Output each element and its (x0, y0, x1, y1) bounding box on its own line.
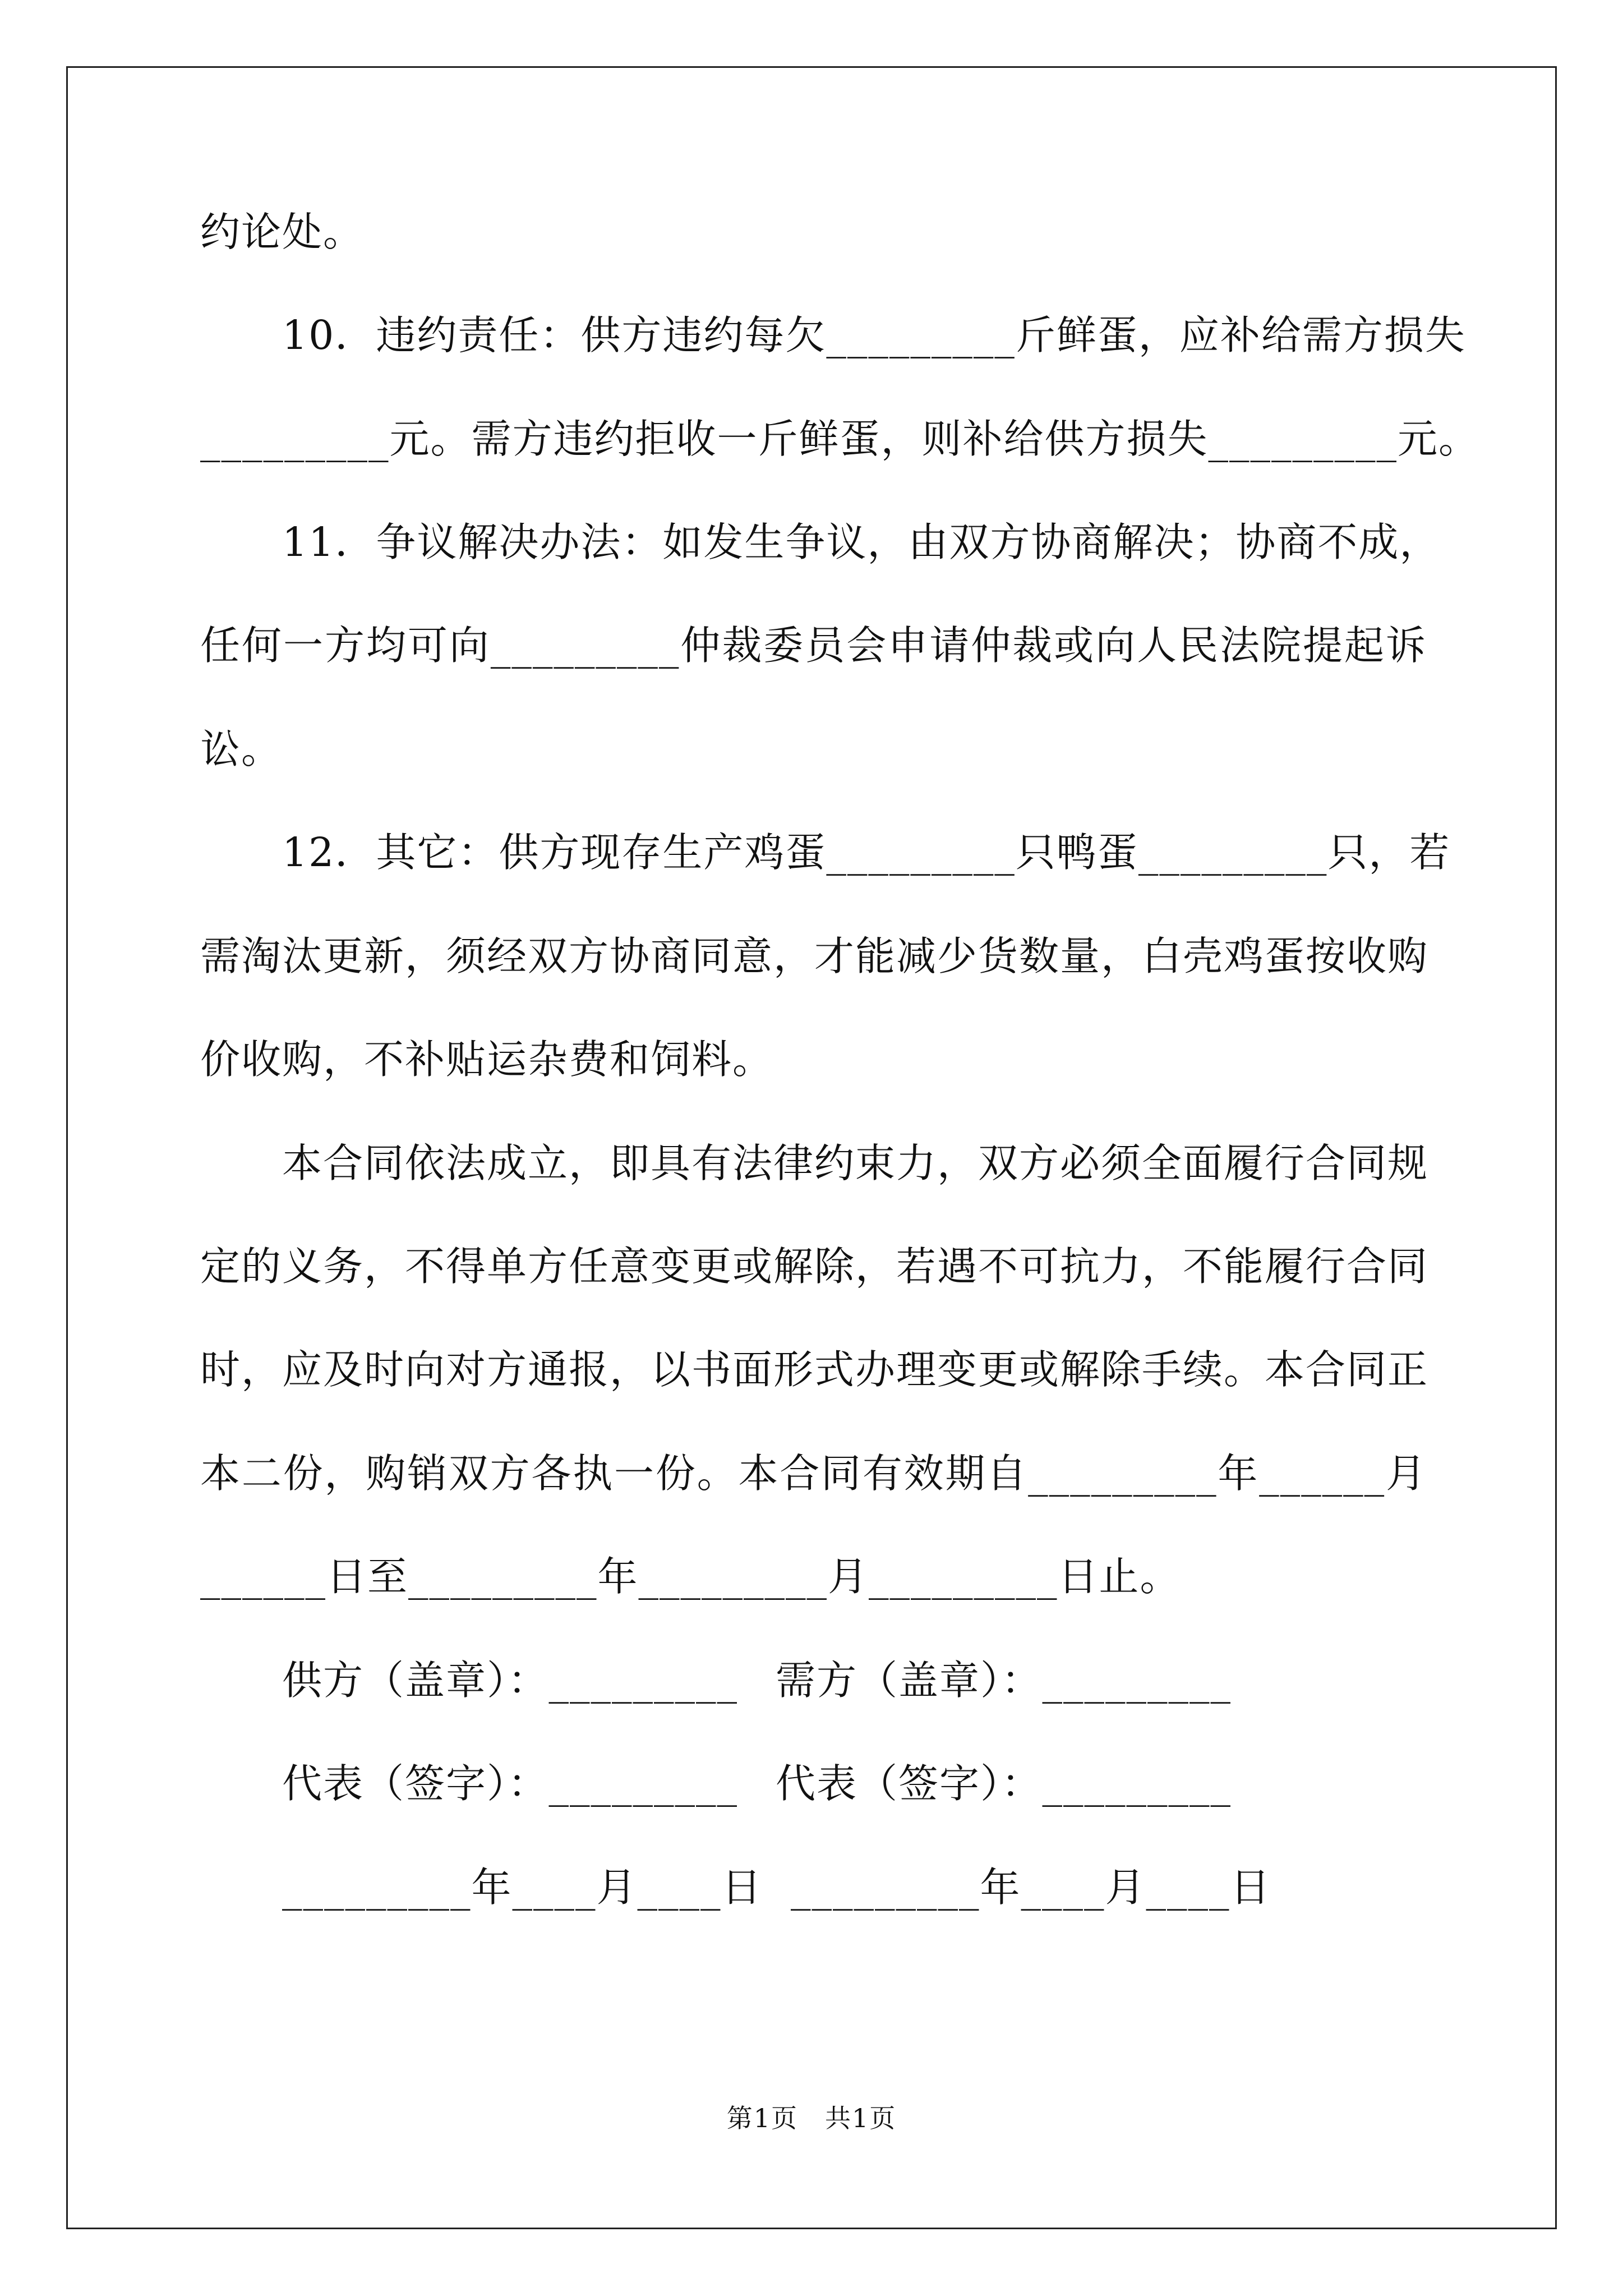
paragraph-line: 讼。 (200, 726, 283, 772)
paragraph-line: 价收购，不补贴运杂费和饲料。 (200, 1036, 774, 1083)
paragraph-line: 任何一方均可向_________仲裁委员会申请仲裁或向人民法院提起诉 (200, 622, 1427, 669)
paragraph-line: 11．争议解决办法：如发生争议，由双方协商解决；协商不成， (282, 519, 1441, 565)
supplier-rep-field: 代表（签字）：_________ (282, 1760, 739, 1807)
paragraph-line: 本合同依法成立，即具有法律约束力，双方必须全面履行合同规 (282, 1140, 1429, 1186)
paragraph-line: 约论处。 (200, 209, 365, 255)
buyer-seal-field: 需方（盖章）：_________ (776, 1657, 1232, 1704)
buyer-date-field: _________年____月____日 (791, 1864, 1271, 1911)
paragraph-line: ______日至_________年_________月_________日止。 (200, 1553, 1181, 1600)
paragraph-line: 12．其它：供方现存生产鸡蛋_________只鸭蛋_________只，若 (282, 829, 1451, 876)
supplier-seal-field: 供方（盖章）：_________ (282, 1657, 739, 1704)
paragraph-line: 时，应及时向对方通报，以书面形式办理变更或解除手续。本合同正 (200, 1346, 1429, 1393)
paragraph-line: 需淘汰更新，须经双方协商同意，才能减少货数量，白壳鸡蛋按收购 (200, 933, 1429, 979)
paragraph-line: 定的义务，不得单方任意变更或解除，若遇不可抗力，不能履行合同 (200, 1243, 1429, 1290)
paragraph-line: _________元。需方违约拒收一斤鲜蛋，则补给供方损失_________元。 (200, 416, 1480, 462)
paragraph-line: 本二份，购销双方各执一份。本合同有效期自_________年______月 (200, 1450, 1427, 1497)
buyer-rep-field: 代表（签字）：_________ (776, 1760, 1232, 1807)
page-footer: 第1页 共1页 (726, 2103, 897, 2133)
paragraph-line: 10．违约责任：供方违约每欠_________斤鲜蛋，应补给需方损失 (282, 312, 1466, 358)
supplier-date-field: _________年____月____日 (282, 1864, 763, 1911)
